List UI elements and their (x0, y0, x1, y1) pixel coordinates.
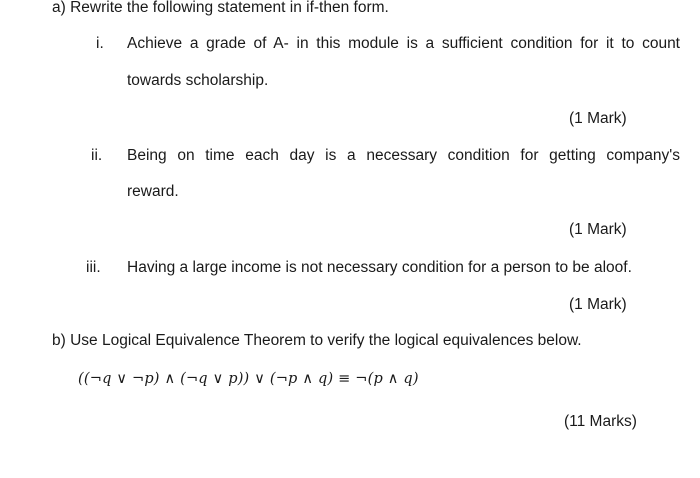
item-ii-text-line2: reward. (127, 183, 179, 200)
item-iii-text: Having a large income is not necessary condition for a person to be aloof. (127, 259, 632, 276)
item-i-text-line1: Achieve a grade of A- in this module is a sufficient condition for it to count (127, 35, 680, 52)
part-b-mark: (11 Marks) (564, 413, 637, 430)
item-ii-mark: (1 Mark) (569, 221, 627, 238)
item-i-mark: (1 Mark) (569, 110, 627, 127)
item-iii-mark: (1 Mark) (569, 296, 627, 313)
item-i-text-line2: towards scholarship. (127, 72, 269, 89)
item-iii-numeral: iii. (86, 259, 101, 276)
part-b-header: b) Use Logical Equivalence Theorem to verify the logical equivalences below. (52, 332, 582, 349)
part-a-header: a) Rewrite the following statement in if-then form. (52, 0, 389, 16)
logical-equivalence-formula: ((¬q ∨ ¬p) ∧ (¬q ∨ p)) ∨ (¬p ∧ q) ≡ ¬(p ∧ q) (78, 371, 419, 387)
item-ii-numeral: ii. (91, 147, 103, 164)
item-i-numeral: i. (96, 35, 104, 52)
item-ii-text-line1: Being on time each day is a necessary condition for getting company's (127, 147, 680, 164)
